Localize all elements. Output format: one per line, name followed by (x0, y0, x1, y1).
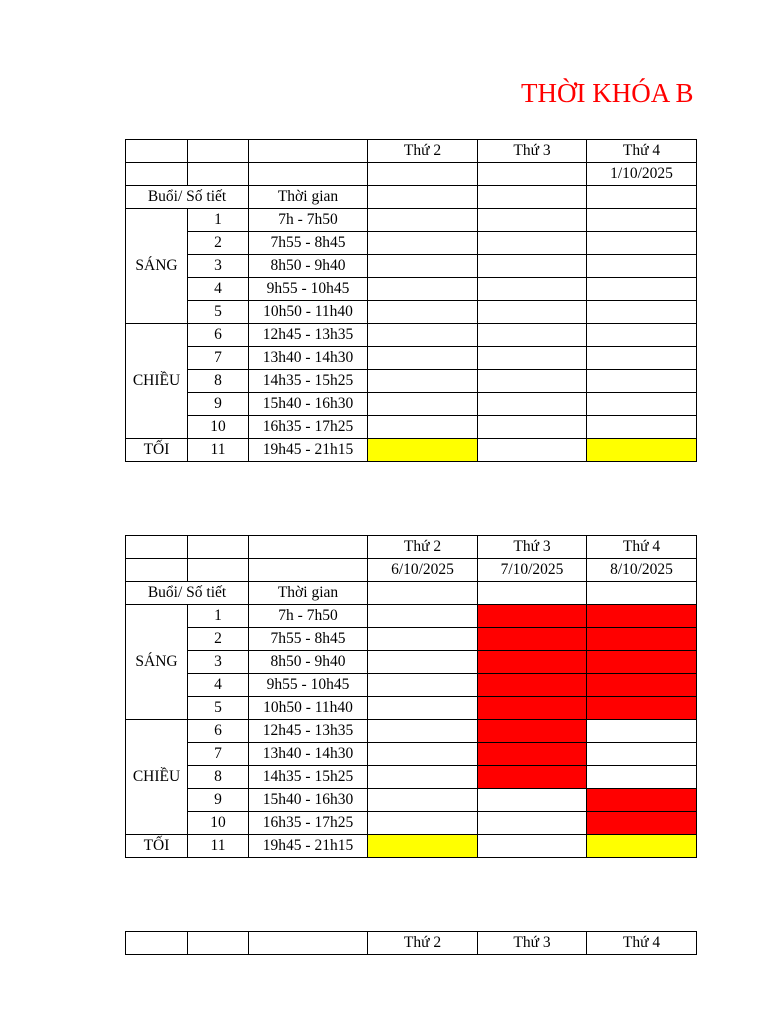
busy-cell (478, 674, 587, 697)
period-number: 8 (188, 370, 249, 393)
period-time: 13h40 - 14h30 (249, 743, 368, 766)
period-number: 7 (188, 347, 249, 370)
header-row-labels (126, 186, 697, 209)
busy-cell (587, 789, 697, 812)
day-header: Thứ 2 (368, 536, 478, 559)
table-row (126, 439, 697, 462)
highlight-cell (368, 439, 478, 462)
table-row (126, 674, 697, 697)
period-number: 7 (188, 743, 249, 766)
table-row (126, 255, 697, 278)
date-header (478, 163, 587, 186)
table-row (126, 278, 697, 301)
period-time: 12h45 - 13h35 (249, 720, 368, 743)
header-row-days (126, 536, 697, 559)
buoi-so-tiet-header: Buổi/ Số tiết (126, 582, 249, 605)
table-row (126, 393, 697, 416)
table-row (126, 697, 697, 720)
session-label: SÁNG (126, 209, 188, 324)
page-title: THỜI KHÓA B (521, 78, 694, 108)
period-number: 11 (188, 439, 249, 462)
thoi-gian-header: Thời gian (249, 186, 368, 209)
day-header: Thứ 2 (368, 932, 478, 955)
period-number: 5 (188, 301, 249, 324)
table-row (126, 347, 697, 370)
busy-cell (478, 651, 587, 674)
day-header: Thứ 4 (587, 932, 697, 955)
date-header: 6/10/2025 (368, 559, 478, 582)
period-time: 15h40 - 16h30 (249, 789, 368, 812)
period-number: 5 (188, 697, 249, 720)
period-time: 19h45 - 21h15 (249, 835, 368, 858)
header-row-days (126, 932, 697, 955)
period-time: 19h45 - 21h15 (249, 439, 368, 462)
day-header: Thứ 4 (587, 140, 697, 163)
header-row-dates (126, 559, 697, 582)
period-number: 2 (188, 628, 249, 651)
highlight-cell (368, 835, 478, 858)
busy-cell (478, 605, 587, 628)
table-row (126, 835, 697, 858)
thoi-gian-header: Thời gian (249, 582, 368, 605)
highlight-cell (587, 835, 697, 858)
header-row-labels (126, 582, 697, 605)
period-time: 7h - 7h50 (249, 605, 368, 628)
period-number: 6 (188, 324, 249, 347)
table-row (126, 766, 697, 789)
date-header: 8/10/2025 (587, 559, 697, 582)
period-number: 4 (188, 278, 249, 301)
busy-cell (587, 812, 697, 835)
session-label: TỐI (126, 835, 188, 858)
busy-cell (587, 628, 697, 651)
busy-cell (478, 697, 587, 720)
table-row (126, 370, 697, 393)
period-time: 7h - 7h50 (249, 209, 368, 232)
period-time: 7h55 - 8h45 (249, 628, 368, 651)
period-number: 11 (188, 835, 249, 858)
period-number: 3 (188, 255, 249, 278)
session-label: SÁNG (126, 605, 188, 720)
table-row (126, 301, 697, 324)
period-time: 8h50 - 9h40 (249, 255, 368, 278)
period-time: 7h55 - 8h45 (249, 232, 368, 255)
timetable-week-2 (125, 535, 697, 858)
period-time: 9h55 - 10h45 (249, 674, 368, 697)
header-row-days (126, 140, 697, 163)
busy-cell (587, 674, 697, 697)
session-label: TỐI (126, 439, 188, 462)
session-label: CHIỀU (126, 720, 188, 835)
busy-cell (478, 766, 587, 789)
busy-cell (587, 605, 697, 628)
day-header: Thứ 4 (587, 536, 697, 559)
busy-cell (587, 651, 697, 674)
period-number: 4 (188, 674, 249, 697)
day-header: Thứ 2 (368, 140, 478, 163)
table-row (126, 651, 697, 674)
day-header: Thứ 3 (478, 932, 587, 955)
period-number: 10 (188, 812, 249, 835)
period-time: 16h35 - 17h25 (249, 812, 368, 835)
period-time: 14h35 - 15h25 (249, 370, 368, 393)
table-row (126, 743, 697, 766)
timetable-week-3 (125, 931, 697, 955)
period-number: 1 (188, 605, 249, 628)
busy-cell (478, 743, 587, 766)
table-row (126, 720, 697, 743)
period-time: 16h35 - 17h25 (249, 416, 368, 439)
period-number: 8 (188, 766, 249, 789)
busy-cell (478, 628, 587, 651)
date-header: 1/10/2025 (587, 163, 697, 186)
table-row (126, 209, 697, 232)
table-row (126, 812, 697, 835)
day-header: Thứ 3 (478, 536, 587, 559)
period-time: 9h55 - 10h45 (249, 278, 368, 301)
timetable-week-1 (125, 139, 697, 462)
table-row (126, 416, 697, 439)
table-row (126, 232, 697, 255)
period-number: 10 (188, 416, 249, 439)
period-time: 10h50 - 11h40 (249, 301, 368, 324)
header-row-dates (126, 163, 697, 186)
table-row (126, 628, 697, 651)
table-row (126, 605, 697, 628)
period-time: 14h35 - 15h25 (249, 766, 368, 789)
period-number: 9 (188, 789, 249, 812)
buoi-so-tiet-header: Buổi/ Số tiết (126, 186, 249, 209)
table-row (126, 789, 697, 812)
busy-cell (478, 720, 587, 743)
busy-cell (587, 697, 697, 720)
date-header (368, 163, 478, 186)
period-number: 9 (188, 393, 249, 416)
period-number: 3 (188, 651, 249, 674)
period-time: 10h50 - 11h40 (249, 697, 368, 720)
period-time: 12h45 - 13h35 (249, 324, 368, 347)
date-header: 7/10/2025 (478, 559, 587, 582)
period-number: 6 (188, 720, 249, 743)
table-row (126, 324, 697, 347)
period-number: 1 (188, 209, 249, 232)
highlight-cell (587, 439, 697, 462)
period-time: 13h40 - 14h30 (249, 347, 368, 370)
session-label: CHIỀU (126, 324, 188, 439)
period-time: 15h40 - 16h30 (249, 393, 368, 416)
period-number: 2 (188, 232, 249, 255)
day-header: Thứ 3 (478, 140, 587, 163)
period-time: 8h50 - 9h40 (249, 651, 368, 674)
